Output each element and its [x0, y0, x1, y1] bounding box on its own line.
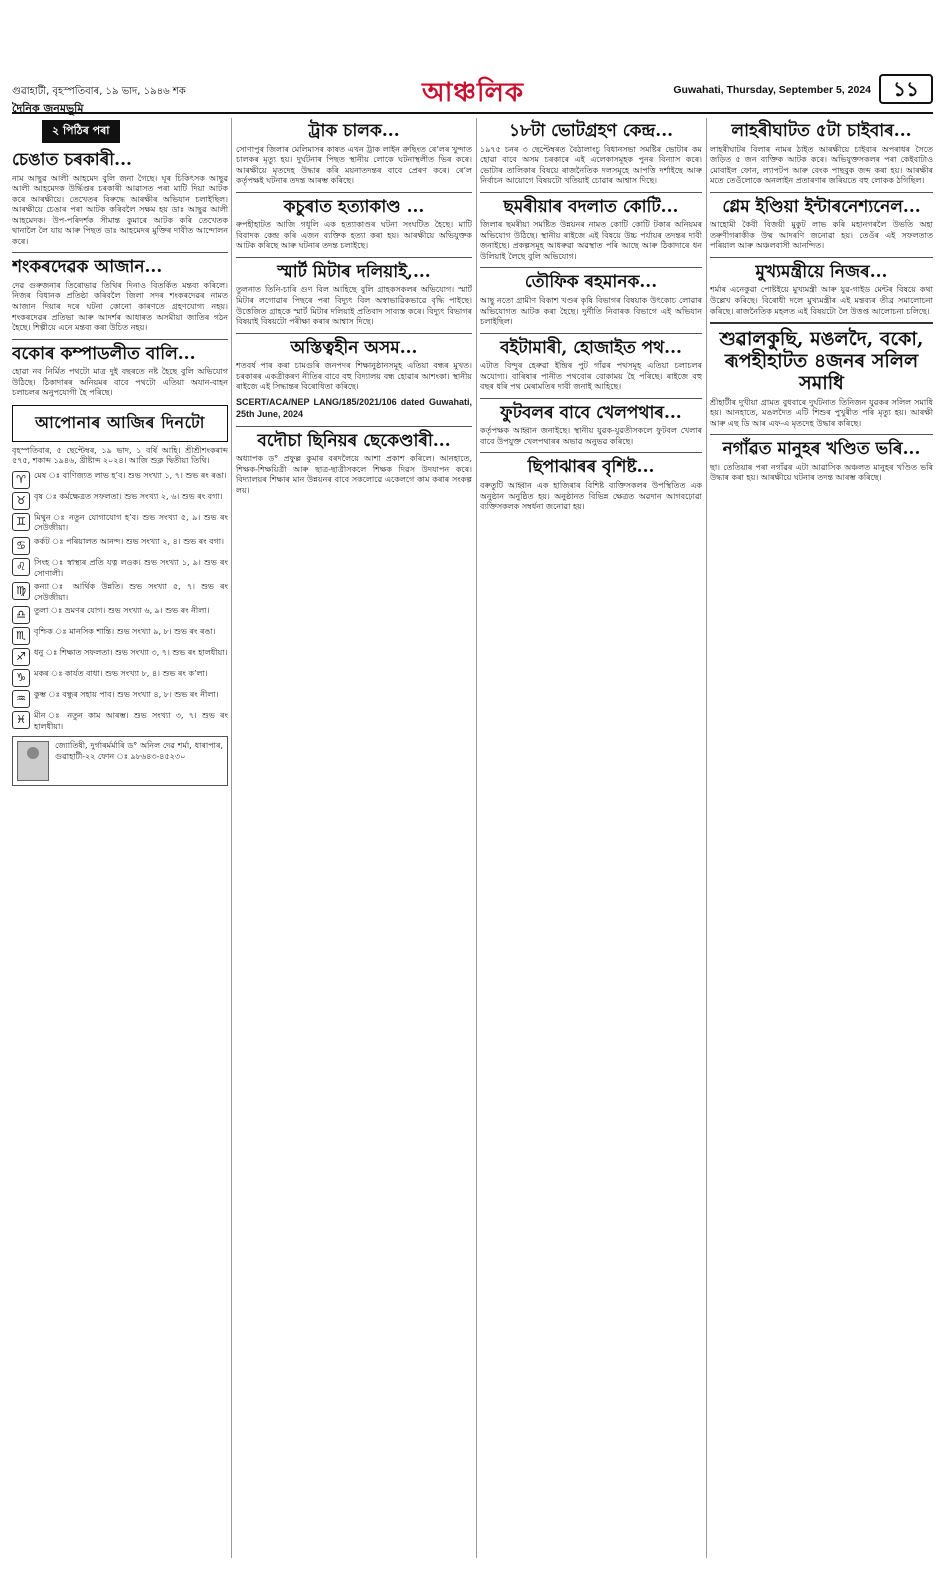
- article-headline: নগাঁৱত মানুহৰ খণ্ডিত ভৰি...: [722, 439, 921, 460]
- divider: [480, 192, 702, 193]
- divider: [480, 398, 702, 399]
- horoscope-text: মীন ঃ নতুন কাম আৰম্ভ। শুভ সংখ্যা ৩, ৭। শুভ ৰং হালধীয়া।: [34, 711, 228, 731]
- horoscope-sign: [12, 582, 228, 603]
- article-body: হোৱা নব নিৰ্মিত পথটো মাত্ৰ দুই বছৰতে নষ্ট হৈছে বুলি অভিযোগ উঠিছে। ঠিকাদাৰৰ অনিয়মৰ বাবে পথটো এতিয়া অযান-বাহন চলাচলৰ অনুপযোগী হৈ পৰিছে।: [12, 367, 228, 398]
- libra-icon: ♎: [12, 606, 30, 624]
- reference-number: SCERT/ACA/NEP LANG/185/2021/106 dated Guwahati, 25th June, 2024: [236, 396, 472, 419]
- virgo-icon: ♍: [12, 582, 30, 600]
- divider: [480, 267, 702, 268]
- horoscope-sign: [12, 471, 228, 489]
- aries-icon: ♈: [12, 471, 30, 489]
- column-3: [480, 118, 702, 1558]
- horoscope-list: [12, 471, 228, 732]
- article-headline: মুখ্যমন্ত্ৰীয়ে নিজৰ...: [755, 261, 888, 282]
- article-body: দেৱ গুৰুজনাৰ তিৰোভাৱ তিথিৰ দিনাও বিতৰ্কিত মন্তব্য কৰিলে। নিজৰ বিধানক প্ৰতিষ্ঠা কৰিবলৈ জিলা সদৰ শংকৰদেৱৰ নামত আজান দিয়াৰ দৰে ঘটনা কোনো কাৰণতে গ্ৰহণযোগ্য নহয়। শংকৰদেৱৰ প্ৰতিভা আৰু আদৰ্শৰ আধাৰত অসমীয়া জাতিৰ গঠন হৈছে। শিল্পীয়ে এনে মন্তব্য কৰা উচিত নহয়।: [12, 280, 228, 333]
- pisces-icon: ♓: [12, 711, 30, 729]
- paper-name: দৈনিক জনমভূমি: [12, 102, 84, 115]
- article-body: ১৯৭৫ চনৰ ৩ ছেপ্টেম্বৰত বৈঠালাংচু বিধানসভা সমষ্টিৰ ভোটাৰ কম হোৱা বাবে অসম চৰকাৰে এই এলেকাসমূহক পুনৰ বিন্যাস কৰে। ভোটাৰ তালিকাৰ বিষয়ে ৰাজনৈতিক দলসমূহে আপত্তি দৰ্শাইছে আৰু নিৰ্বাচন আয়োগে বিষয়টো খতিয়াই চোৱাৰ আশ্বাস দিছে।: [480, 144, 702, 186]
- gemini-icon: ♊: [12, 513, 30, 531]
- article-headline: চেঙাত চৰকাৰী...: [12, 150, 132, 170]
- astrologer-photo: [17, 741, 49, 781]
- article-body: আছু নতো গ্ৰামীণ বিকাশ খণ্ডৰ কৃষি বিভাগৰ বিষয়াক উৎকোচ লোৱাৰ অভিযোগত আটক কৰা হৈছে। দুৰ্নীতি নিবাৰক বিভাগে এই অভিযান চলাইছিল।: [480, 296, 702, 327]
- article-headline: ১৮টা ভোটগ্ৰহণ কেন্দ্ৰ...: [508, 121, 674, 141]
- horoscope-sign: [12, 537, 228, 555]
- article-headline: কচুৰাত হত্যাকাণ্ড ...: [283, 196, 425, 217]
- horoscope-text: তুলা ঃ ভ্ৰমণৰ যোগ। শুভ সংখ্যা ৬, ৯। শুভ ৰং নীলা।: [34, 606, 210, 616]
- horoscope-text: মেষ ঃ বাণিজ্যত লাভ হ’ব। শুভ সংখ্যা ১, ৭। শুভ ৰং ৰঙা।: [34, 470, 227, 480]
- horoscope-text: মিথুন ঃ নতুন যোগাযোগ হ’ব। শুভ সংখ্যা ৫, ৯। শুভ ৰং সেউজীয়া।: [34, 512, 228, 533]
- horoscope-title: আপোনাৰ আজিৰ দিনটো: [12, 405, 228, 442]
- aquarius-icon: ♒: [12, 690, 30, 708]
- divider: [710, 257, 933, 258]
- article-body: অধ্যাপক ড° প্ৰফুল্ল কুমাৰ বৰদলৈয়ে আশা প্ৰকাশ কৰিলে। আনহাতে, শিক্ষক-শিক্ষয়িত্ৰী আৰু ছাত্ৰ-ছাত্ৰীসকলে শিক্ষক দিৱস উদযাপন কৰে। বিদ্যালয়ৰ শিক্ষাৰ মান উন্নয়নৰ বাবে সকলোৱে একেলগে কাম কৰাৰ সংকল্প লয়।: [236, 454, 472, 495]
- column-rule: [476, 118, 477, 1558]
- article-headline: গ্লেম ইণ্ডিয়া ইন্টাৰনেশ্যনেল...: [722, 196, 921, 217]
- article-body: শ্ৰীহাটীৰ দুখীয়া গ্ৰামত বুধবাৰে দুৰ্ঘটনাত তিনিজন যুৱকৰ সলিল সমাধি হয়। আনহাতে, মঙলদৈত এটি শিশুৰ পুখুৰীত পৰি মৃত্যু হয়। আৰক্ষী আৰু এছ ডি আৰ এফ-এ মৃতদেহ উদ্ধাৰ কৰিছে।: [710, 397, 933, 428]
- horoscope-text: মকৰ ঃ কাৰ্যত বাধা। শুভ সংখ্যা ৮, ৪। শুভ ৰং ক’লা।: [34, 669, 208, 679]
- article-body: লাহৰীঘাটৰ বিলাৰ নামৰ ঠাইত আৰক্ষীয়ে চাইবাৰ অপৰাধৰ সৈতে জড়িত ৫ জন ব্যক্তিক আটক কৰে। অভিযুক্তসকলৰ পৰা কেইবাটাও মোবাইল ফোন, ল্যাপটপ আৰু বেংক পাছবুক জব্দ কৰা হয়। আৰক্ষীৰ মতে তেওঁলোকে অনলাইন প্ৰতাৰণাৰ জৰিয়তে বহু লোকক ঠগিছিল।: [710, 144, 933, 186]
- article-body: জিলাৰ ছমৰীয়া সমষ্টিত উন্নয়নৰ নামত কোটি কোটি টকাৰ অনিয়মৰ অভিযোগ উঠিছে। স্থানীয় ৰাইজে এই বিষয়ে উচ্চ পৰ্যায়ৰ তদন্তৰ দাবী জনাইছে। প্ৰকল্পসমূহ আধৰুৱা অৱস্থাত পৰি আছে আৰু ঠিকাদাৰে ধন উলিয়াই লৈছে বুলি অভিযোগ।: [480, 220, 702, 261]
- divider: [710, 192, 933, 193]
- article-headline: বকোৰ কম্পাডলীত বালি...: [12, 343, 196, 364]
- masthead: [12, 72, 933, 108]
- divider: [236, 257, 472, 258]
- article-headline: স্মাৰ্ট মিটাৰ দলিয়াই,...: [277, 261, 431, 282]
- horoscope-sign: [12, 606, 228, 624]
- article-body: এটাত বিন্দুৰ হেৰুৱা ইন্দ্ৰিৰ পুট গাঁৱৰ পথসমূহ এতিয়া চলাচলৰ অযোগ্য। বাৰিষাৰ পানীত পথবোৰ বোকাময় হৈ পৰিছে। ৰাইজে বহু বছৰ ধৰি পথ মেৰামতিৰ দাবী জনাই আহিছে।: [480, 361, 702, 392]
- column-1: [12, 118, 228, 1558]
- divider: [236, 426, 472, 427]
- section-logo: আঞ্চলিক: [421, 78, 525, 108]
- page-number: ১১: [879, 74, 933, 104]
- article-headline: লাহৰীঘাটত ৫টা চাইবাৰ...: [731, 121, 912, 141]
- leo-icon: ♌: [12, 558, 30, 576]
- continued-tag: ২ পিঠিৰ পৰা: [42, 120, 120, 143]
- horoscope-intro: বৃহস্পতিবাৰ, ৫ ছেপ্টেম্বৰ, ১৯ ভাদ, ১ বৰ্ষি আহি। শ্ৰীশ্ৰীশংকৰাব্দ ৫৭৫, শকাব্দ ১৯৪৬, খ্ৰীষ্টাব্দ ২০২৪। আজি শুক্ল দ্বিতীয়া তিথি।: [12, 445, 228, 466]
- column-2: [236, 118, 472, 1558]
- sagittarius-icon: ♐: [12, 648, 30, 666]
- horoscope-sign: [12, 669, 228, 687]
- astrologer-text: জ্যোতিষী, দুৰ্গাৰৰ্মৰ্মাৰি ড° অনিল দেৱ শৰ্মা, ধাৰাপাৰ, গুৱাহাটী-২২ ফোন ঃ ৯৮৬৪৩-৪৫২৩০: [55, 741, 223, 761]
- article-body: নাম আছুৱ আলী আহমেদ বুলি জনা গৈছে। ঘূৰ চিকিৎসক আছুৱ আলী আহমেদক উৰ্দ্ধিপ্তৰ চৰকাৰী আৱাসত পৰা মাটি দিয়া আটক কৰে আৰক্ষীয়ে। তেখেতৰ বিৰুদ্ধে আৰক্ষীৰ অভিযান চলাইছিল। আৰক্ষীয়ে চেঙাৰ পৰা আটক কৰিবলৈ সক্ষম হয় ডাঃ আছুৱ আলী আহমেদক। উপ-পৰিদৰ্শক সীমান্ত কুমাৰে আটক কৰি তেখেতক থানালৈ লৈ যায় আৰু পিছত ডাঃ আহমেদৰ মুক্তিৰ দাবীত আন্দোলন কৰে।: [12, 173, 228, 246]
- date-line-english: Guwahati, Thursday, September 5, 2024: [673, 84, 871, 96]
- horoscope-sign: [12, 627, 228, 645]
- column-rule: [706, 118, 707, 1558]
- article-headline: শংকৰদেৱক আজান...: [12, 257, 163, 278]
- horoscope-sign: [12, 558, 228, 579]
- article-headline: বদৌচা ছিনিয়ৰ ছেকেণ্ডাৰী...: [257, 430, 451, 451]
- horoscope-sign: [12, 648, 228, 666]
- horoscope-text: কুম্ভ ঃ বন্ধুৰ সহায় পাব। শুভ সংখ্যা ৪, ৮। শুভ ৰং নীলা।: [34, 690, 219, 700]
- divider: [236, 333, 472, 334]
- horoscope-sign: [12, 690, 228, 708]
- article-headline: ছমৰীয়াৰ বদলাত কোটি...: [503, 196, 679, 217]
- horoscope-sign: [12, 711, 228, 732]
- astrologer-credit: [12, 736, 228, 786]
- article-body: তুলনাত তিনি-চাৰি গুণ বিল আহিছে বুলি গ্ৰাহকসকলৰ অভিযোগ। স্মাৰ্ট মিটাৰ লগোৱাৰ পিছৰে পৰা বিদ্যুৎ বিল অস্বাভাৱিকভাৱে বৃদ্ধি পাইছে। উত্তেজিত গ্ৰাহকে স্মাৰ্ট মিটাৰ দলিয়াই প্ৰতিবাদ সাব্যস্ত কৰে। বিদ্যুৎ বিভাগৰ বিষয়াই বিষয়টো পৰীক্ষা কৰাৰ আশ্বাস দিছে।: [236, 285, 472, 327]
- divider: [12, 252, 228, 253]
- horoscope-text: বৃষ ঃ কৰ্মক্ষেত্ৰত সফলতা। শুভ সংখ্যা ২, ৬। শুভ ৰং বগা।: [34, 491, 223, 501]
- horoscope-text: বৃশ্চিক ঃ মানসিক শান্তি। শুভ সংখ্যা ৯, ৮। শুভ ৰং ৰঙা।: [34, 627, 216, 637]
- article-headline: বইটামাৰী, হোজাইত পথ...: [500, 337, 682, 358]
- divider: [710, 322, 933, 324]
- date-line-assamese: গুৱাহাটী, বৃহস্পতিবাৰ, ১৯ ভাদ, ১৯৪৬ শক: [12, 86, 186, 97]
- horoscope-text: কৰ্কট ঃ পৰিয়ালত আনন্দ। শুভ সংখ্যা ২, ৪। শুভ ৰং বগা।: [34, 537, 224, 547]
- article-body: সোণাপুৰ জিলাৰ মেলিমাসৰ কাষত এখন ট্ৰাক লাইন ক্ৰছিংত ৰে’লৰ খুন্দাত চালকৰ মৃত্যু হয়। দুৰ্ঘটনাৰ পিছত স্থানীয় লোকে ঘটনাস্থলীত ভিৰ কৰে। আৰক্ষীয়ে মৃতদেহ উদ্ধাৰ কৰি ময়নাতদন্তৰ বাবে প্ৰেৰণ কৰে। ৰে’ল কৰ্তৃপক্ষই ঘটনাৰ তদন্ত আৰম্ভ কৰিছে।: [236, 144, 472, 186]
- scorpio-icon: ♏: [12, 627, 30, 645]
- article-body: শতবৰ্ষ পাৰ কৰা চামগুৰি জনপদৰ শিক্ষানুষ্ঠানসমূহ এতিয়া বন্ধৰ মুখত। চৰকাৰৰ একত্ৰীকৰণ নীতিৰ বাবে বহু বিদ্যালয় বন্ধ হোৱাৰ আশংকা। স্থানীয় ৰাইজে এই সিদ্ধান্তৰ বিৰোধিতা কৰিছে।: [236, 361, 472, 392]
- article-headline: ফুটবলৰ বাবে খেলপথাৰ...: [500, 402, 682, 423]
- horoscope-text: সিংহ ঃ স্বাস্থ্যৰ প্ৰতি যত্ন লওক। শুভ সংখ্যা ১, ৯। শুভ ৰং সোণালী।: [34, 558, 228, 578]
- article-body: বৰুতুটি আহ্বান এক হাজিৰাৰ বিশিষ্ট ব্যক্তিসকলৰ উপস্থিতিত এক অনুষ্ঠান অনুষ্ঠিত হয়। অনুষ্ঠানত বিভিন্ন ক্ষেত্ৰত অৱদান আগবঢ়োৱা ব্যক্তিসকলক সম্বৰ্ধনা জনোৱা হয়।: [480, 481, 702, 512]
- divider: [480, 333, 702, 334]
- article-body: শৰ্মাৰ এনেকুৱা পোষ্টইয়ে মুখ্যমন্ত্ৰী আৰু যুৱ-গাইড মেন্টৰ বিষয়ে কথা উল্লেখ কৰিছে। বিৰোধী দলে মুখ্যমন্ত্ৰীৰ এই মন্তব্যৰ তীব্ৰ সমালোচনা কৰিছে। ৰাজনৈতিক মহলত এই বিষয়টো লৈ উত্তপ্ত আলোচনা চলিছে।: [710, 285, 933, 316]
- article-headline: ছিপাঝাৰৰ বৃশিষ্ট...: [527, 457, 655, 478]
- cancer-icon: ♋: [12, 537, 30, 555]
- horoscope-sign: [12, 492, 228, 510]
- divider: [236, 192, 472, 193]
- masthead-rule: [12, 112, 933, 114]
- article-headline: শুৱালকুছি, মঙলদৈ, বকো, ৰূপহীহাটত ৪জনৰ সলিল সমাধি: [719, 328, 924, 394]
- column-4: [710, 118, 933, 1558]
- article-body: ছা। তেতিয়াৰ পৰা নগাঁৱৰ এটা আৱাসিক অঞ্চলত মানুহৰ খণ্ডিত ভৰি উদ্ধাৰ কৰা হয়। আৰক্ষীয়ে ঘটনাৰ তদন্ত আৰম্ভ কৰিছে।: [710, 462, 933, 483]
- article-body: ৰুপহীহাটত আজি গধূলি এক হত্যাকাণ্ডৰ ঘটনা সংঘটিত হৈছে। মাটি বিবাদক কেন্দ্ৰ কৰি এজন ব্যক্তিক হত্যা কৰা হয়। আৰক্ষীয়ে অভিযুক্তক আটক কৰিছে আৰু ঘটনাৰ তদন্ত চলাইছে।: [236, 220, 472, 251]
- article-headline: অস্তিত্বহীন অসম...: [290, 337, 418, 358]
- horoscope-sign: [12, 513, 228, 534]
- article-headline: তৌফিক ৰহমানক...: [524, 272, 658, 293]
- horoscope-text: কন্যা ঃ আৰ্থিক উন্নতি। শুভ সংখ্যা ৫, ৭। শুভ ৰং সেউজীয়া।: [34, 582, 228, 602]
- column-rule: [231, 118, 232, 1558]
- article-body: কৰ্তৃপক্ষক আহ্বান জনাইছে। স্থানীয় যুৱক-যুৱতীসকলে ফুটবল খেলাৰ বাবে উপযুক্ত খেলপথাৰৰ অভাৱ অনুভৱ কৰিছে।: [480, 426, 702, 446]
- divider: [710, 434, 933, 435]
- taurus-icon: ♉: [12, 492, 30, 510]
- article-body: আহোমী কৈবী বিজয়ী মুকুট লাভ কৰি মহানগৰলৈ উভতি অহা তৰুণীগৰাকীক উষ্ম আদৰণি জনোৱা হয়। তেওঁৰ এই সফলতাত পৰিয়াল আৰু অঞ্চলবাসী আনন্দিত।: [710, 220, 933, 251]
- horoscope-text: ধনু ঃ শিক্ষাত সফলতা। শুভ সংখ্যা ৩, ৭। শুভ ৰং হালধীয়া।: [34, 648, 228, 658]
- divider: [480, 452, 702, 453]
- divider: [12, 339, 228, 340]
- capricorn-icon: ♑: [12, 669, 30, 687]
- article-headline: ট্ৰাক চালক...: [308, 121, 400, 141]
